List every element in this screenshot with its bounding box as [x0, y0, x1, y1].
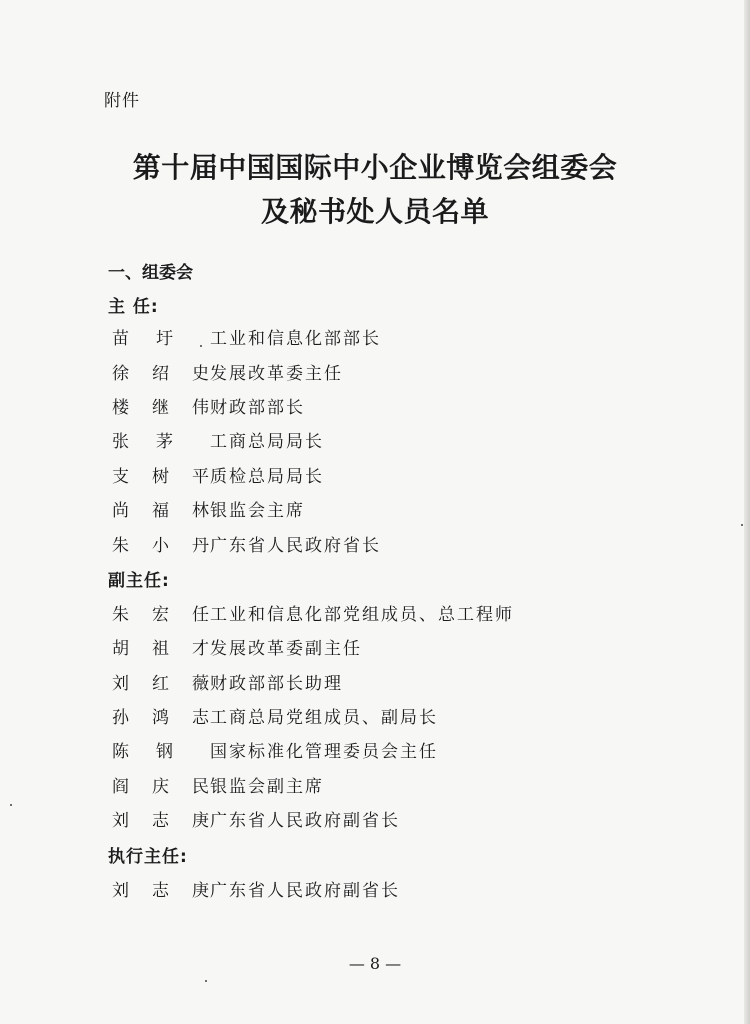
- list-item: [112, 529, 381, 563]
- member-position: 广东省人民政府副省长: [210, 881, 400, 901]
- role-heading-director: 主 任:: [108, 297, 159, 317]
- member-name: 刘红薇: [112, 674, 210, 694]
- member-name: 张 茅: [112, 432, 174, 452]
- role-heading-deputy-director: 副主任:: [108, 571, 170, 591]
- list-item: [112, 357, 343, 391]
- page-number: — 8 —: [348, 954, 402, 973]
- list-item: [112, 804, 400, 838]
- list-item: [112, 322, 381, 356]
- title-line-1: 第十届中国国际中小企业博览会组委会: [132, 151, 618, 184]
- scan-speck: [741, 524, 743, 526]
- list-item: [112, 735, 438, 769]
- member-name: 支树平: [112, 467, 210, 487]
- member-position: 工业和信息化部党组成员、总工程师: [210, 605, 514, 625]
- member-name: 刘志庚: [112, 881, 210, 901]
- member-position: 工商总局党组成员、副局长: [210, 708, 438, 728]
- member-name: 阎庆民: [112, 777, 210, 797]
- member-name: 朱宏任: [112, 605, 210, 625]
- member-position: 工业和信息化部部长: [210, 329, 381, 349]
- member-name: 胡祖才: [112, 639, 210, 659]
- member-position: 发展改革委副主任: [210, 639, 362, 659]
- member-position: 发展改革委主任: [210, 364, 343, 384]
- list-item: [112, 770, 324, 804]
- member-name: 苗 圩: [112, 329, 174, 349]
- member-name: 楼继伟: [112, 398, 210, 418]
- member-name: 孙鸿志: [112, 708, 210, 728]
- list-item: [112, 598, 514, 632]
- member-position: 广东省人民政府省长: [210, 536, 381, 556]
- list-item: [112, 667, 343, 701]
- list-item: [112, 874, 400, 908]
- list-item: [112, 632, 362, 666]
- title-line-2: 及秘书处人员名单: [260, 195, 489, 228]
- member-position: 广东省人民政府副省长: [210, 811, 400, 831]
- scan-speck: [10, 804, 12, 806]
- member-position: 财政部部长: [210, 398, 305, 418]
- role-heading-executive-director: 执行主任:: [108, 847, 188, 867]
- member-position: 银监会主席: [210, 501, 305, 521]
- member-position: 质检总局局长: [210, 467, 324, 487]
- scan-speck: [205, 980, 207, 982]
- member-position: 国家标准化管理委员会主任: [210, 742, 438, 762]
- member-position: 财政部部长助理: [210, 674, 343, 694]
- member-name: 徐绍史: [112, 364, 210, 384]
- list-item: [112, 391, 305, 425]
- member-name: 朱小丹: [112, 536, 210, 556]
- attachment-label: 附件: [104, 91, 140, 111]
- document-title: [0, 146, 750, 234]
- list-item: [112, 701, 438, 735]
- member-name: 刘志庚: [112, 811, 210, 831]
- member-name: 陈 钢: [112, 742, 174, 762]
- list-item: [112, 425, 324, 459]
- section-heading: 一、组委会: [108, 263, 193, 283]
- list-item: [112, 460, 324, 494]
- member-name: 尚福林: [112, 501, 210, 521]
- scan-speck: [200, 345, 202, 347]
- member-position: 工商总局局长: [210, 432, 324, 452]
- member-position: 银监会副主席: [210, 777, 324, 797]
- list-item: [112, 494, 305, 528]
